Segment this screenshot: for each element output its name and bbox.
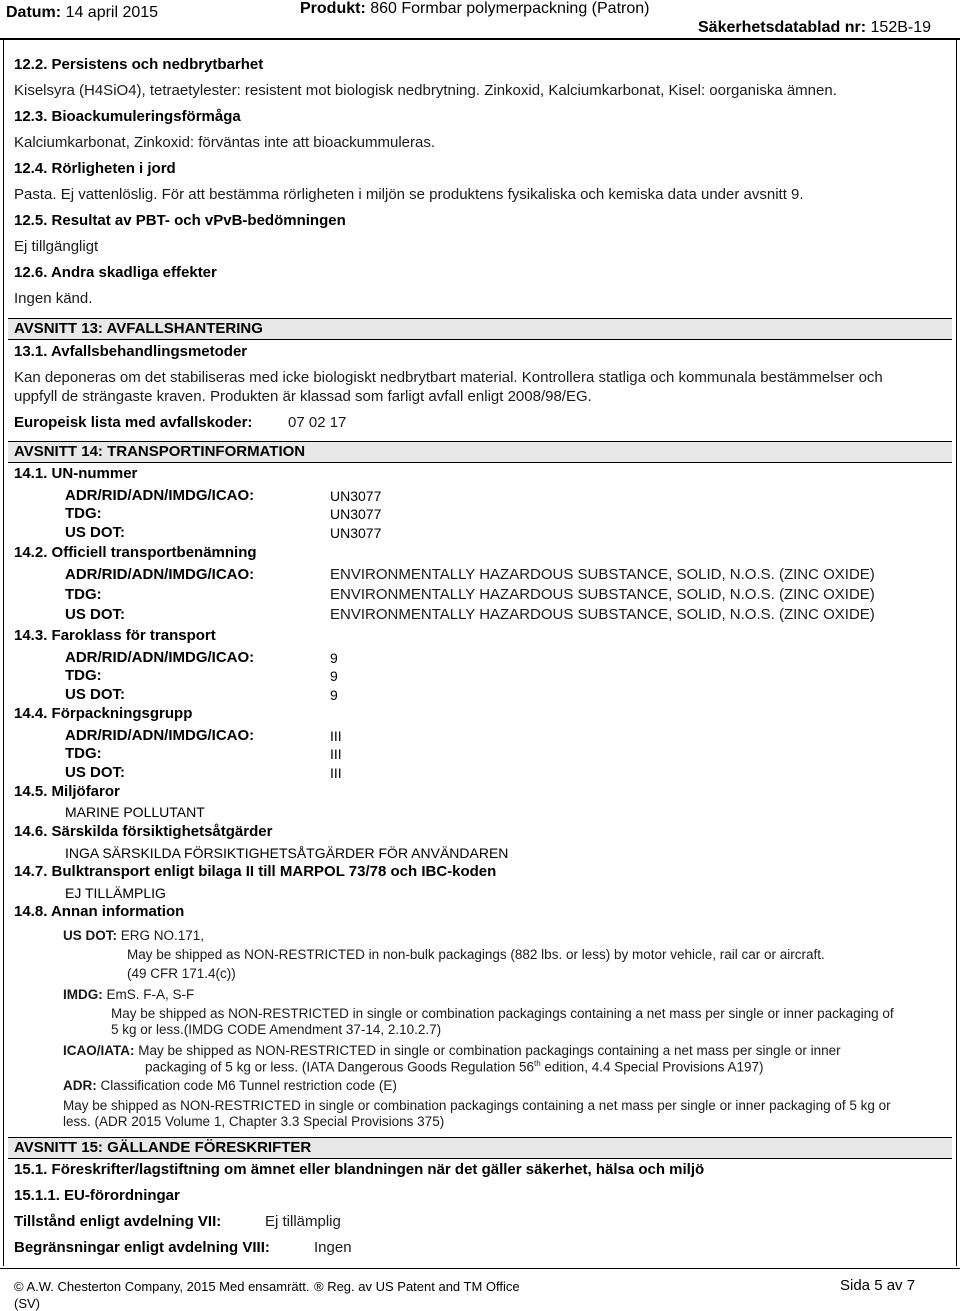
footer-divider (0, 1268, 960, 1269)
section-14-title: AVSNITT 14: TRANSPORTINFORMATION (14, 443, 306, 460)
heading-14-4: 14.4. Förpackningsgrupp (14, 705, 193, 722)
pg-tdg: III (330, 746, 342, 762)
usdot-info: US DOT: ERG NO.171, (63, 928, 205, 943)
class-tdg: 9 (330, 668, 338, 684)
authorisation-label: Tillstånd enligt avdelning VII: (14, 1213, 222, 1230)
label-adr: ADR/RID/ADN/IMDG/ICAO: (65, 727, 255, 744)
un-adr: UN3077 (330, 488, 382, 504)
imdg-info: IMDG: EmS. F-A, S-F (63, 987, 195, 1002)
usdot-info-line1: May be shipped as NON-RESTRICTED in non-bulk packagings (882 lbs. or less) by motor vehicle, rail car or aircraft. (127, 947, 825, 962)
heading-13-1: 13.1. Avfallsbehandlingsmetoder (14, 343, 248, 360)
adr-info: ADR: Classification code M6 Tunnel restriction code (E) (63, 1078, 397, 1093)
adr-info-line1: May be shipped as NON-RESTRICTED in single or combination packagings containing a net mass per single or inner packaging of 5 kg or (63, 1098, 891, 1113)
text-12-3: Kalciumkarbonat, Zinkoxid: förväntas inte att bioackummuleras. (14, 134, 436, 151)
text-13-1-line1: Kan deponeras om det stabiliseras med icke biologiskt nedbrytbart material. Kontrollera statliga och kommunala bestämmelser och (14, 369, 883, 386)
label-tdg: TDG: (65, 745, 102, 762)
header-sds-number: Säkerhetsdatablad nr: 152B-19 (698, 19, 932, 36)
text-14-6: INGA SÄRSKILDA FÖRSIKTIGHETSÅTGÄRDER FÖR ANVÄNDAREN (65, 845, 509, 861)
label-usdot: US DOT: (65, 524, 125, 541)
un-tdg: UN3077 (330, 506, 382, 522)
heading-12-2: 12.2. Persistens och nedbrytbarhet (14, 56, 264, 73)
imdg-info-line1: May be shipped as NON-RESTRICTED in single or combination packagings containing a net mass per single or inner packaging of (111, 1006, 894, 1021)
heading-12-6: 12.6. Andra skadliga effekter (14, 264, 217, 281)
label-tdg: TDG: (65, 586, 102, 603)
label-tdg: TDG: (65, 505, 102, 522)
header-date: Datum: 14 april 2015 (6, 4, 159, 21)
pg-usdot: III (330, 765, 342, 781)
waste-code-value: 07 02 17 (288, 414, 347, 431)
un-usdot: UN3077 (330, 525, 382, 541)
authorisation-value: Ej tillämplig (265, 1213, 341, 1230)
name-adr: ENVIRONMENTALLY HAZARDOUS SUBSTANCE, SOLID, N.O.S. (ZINC OXIDE) (330, 566, 875, 583)
pg-adr: III (330, 728, 342, 744)
restriction-value: Ingen (314, 1239, 352, 1256)
heading-14-6: 14.6. Särskilda försiktighetsåtgärder (14, 823, 273, 840)
text-12-6: Ingen känd. (14, 290, 93, 307)
usdot-info-line2: (49 CFR 171.4(c)) (127, 966, 236, 981)
heading-14-5: 14.5. Miljöfaror (14, 783, 120, 800)
footer-copyright: © A.W. Chesterton Company, 2015 Med ensamrätt. (14, 1279, 310, 1294)
heading-14-8: 14.8. Annan information (14, 903, 185, 920)
heading-15-1: 15.1. Föreskrifter/lagstiftning om ämnet eller blandningen när det gäller säkerhet, hälsa och miljö (14, 1161, 705, 1178)
section-15-title: AVSNITT 15: GÄLLANDE FÖRESKRIFTER (14, 1139, 312, 1156)
adr-info-line2: less. (ADR 2015 Volume 1, Chapter 3.3 Special Provisions 375) (63, 1114, 445, 1129)
label-usdot: US DOT: (65, 686, 125, 703)
class-adr: 9 (330, 650, 338, 666)
text-13-1-line2: uppfyll de strängaste kraven. Produkten är klassad som farligt avfall enligt 2008/98/EG. (14, 388, 592, 405)
restriction-label: Begränsningar enligt avdelning VIII: (14, 1239, 270, 1256)
footer-page-number: Sida 5 av 7 (840, 1277, 916, 1294)
label-usdot: US DOT: (65, 764, 125, 781)
section-13-header (8, 318, 952, 340)
waste-code-label: Europeisk lista med avfallskoder: (14, 414, 253, 431)
heading-12-4: 12.4. Rörligheten i jord (14, 160, 176, 177)
heading-12-3: 12.3. Bioackumuleringsförmåga (14, 108, 241, 125)
text-14-5: MARINE POLLUTANT (65, 804, 205, 820)
text-12-5: Ej tillgängligt (14, 238, 99, 255)
heading-14-3: 14.3. Faroklass för transport (14, 627, 216, 644)
imdg-info-line2: 5 kg or less.(IMDG CODE Amendment 37-14, 2.10.2.7) (111, 1022, 442, 1037)
text-12-4: Pasta. Ej vattenlöslig. För att bestämma rörligheten i miljön se produktens fysikaliska och kemiska data under avsnitt 9. (14, 186, 804, 203)
label-adr: ADR/RID/ADN/IMDG/ICAO: (65, 487, 255, 504)
section-13-title: AVSNITT 13: AVFALLSHANTERING (14, 320, 263, 337)
icao-info-line2: packaging of 5 kg or less. (IATA Dangerous Goods Regulation 56th edition, 4.4 Special Provisions A197) (145, 1059, 764, 1075)
text-12-2: Kiselsyra (H4SiO4), tetraetylester: resistent mot biologisk nedbrytning. Zinkoxid, Kalciumkarbonat, Kisel: oorganiska ämnen. (14, 82, 837, 99)
name-tdg: ENVIRONMENTALLY HAZARDOUS SUBSTANCE, SOLID, N.O.S. (ZINC OXIDE) (330, 586, 875, 603)
section-15-header (8, 1137, 952, 1159)
footer-language: (SV) (14, 1296, 40, 1311)
text-14-7: EJ TILLÄMPLIG (65, 885, 166, 901)
heading-14-2: 14.2. Officiell transportbenämning (14, 544, 257, 561)
label-tdg: TDG: (65, 667, 102, 684)
label-usdot: US DOT: (65, 606, 125, 623)
label-adr: ADR/RID/ADN/IMDG/ICAO: (65, 566, 255, 583)
heading-14-7: 14.7. Bulktransport enligt bilaga II till MARPOL 73/78 och IBC-koden (14, 863, 497, 880)
heading-15-1-1: 15.1.1. EU-förordningar (14, 1187, 180, 1204)
footer-registration: ® Reg. av US Patent and TM Office (314, 1279, 520, 1294)
name-usdot: ENVIRONMENTALLY HAZARDOUS SUBSTANCE, SOLID, N.O.S. (ZINC OXIDE) (330, 606, 875, 623)
heading-12-5: 12.5. Resultat av PBT- och vPvB-bedömningen (14, 212, 346, 229)
section-14-header (8, 441, 952, 463)
label-adr: ADR/RID/ADN/IMDG/ICAO: (65, 649, 255, 666)
header-product: Produkt: 860 Formbar polymerpackning (Patron) (300, 0, 650, 17)
heading-14-1: 14.1. UN-nummer (14, 465, 138, 482)
icao-info-line1: ICAO/IATA: May be shipped as NON-RESTRICTED in single or combination packagings containing a net mass per single or inner (63, 1043, 841, 1058)
document-header (0, 0, 960, 38)
class-usdot: 9 (330, 687, 338, 703)
